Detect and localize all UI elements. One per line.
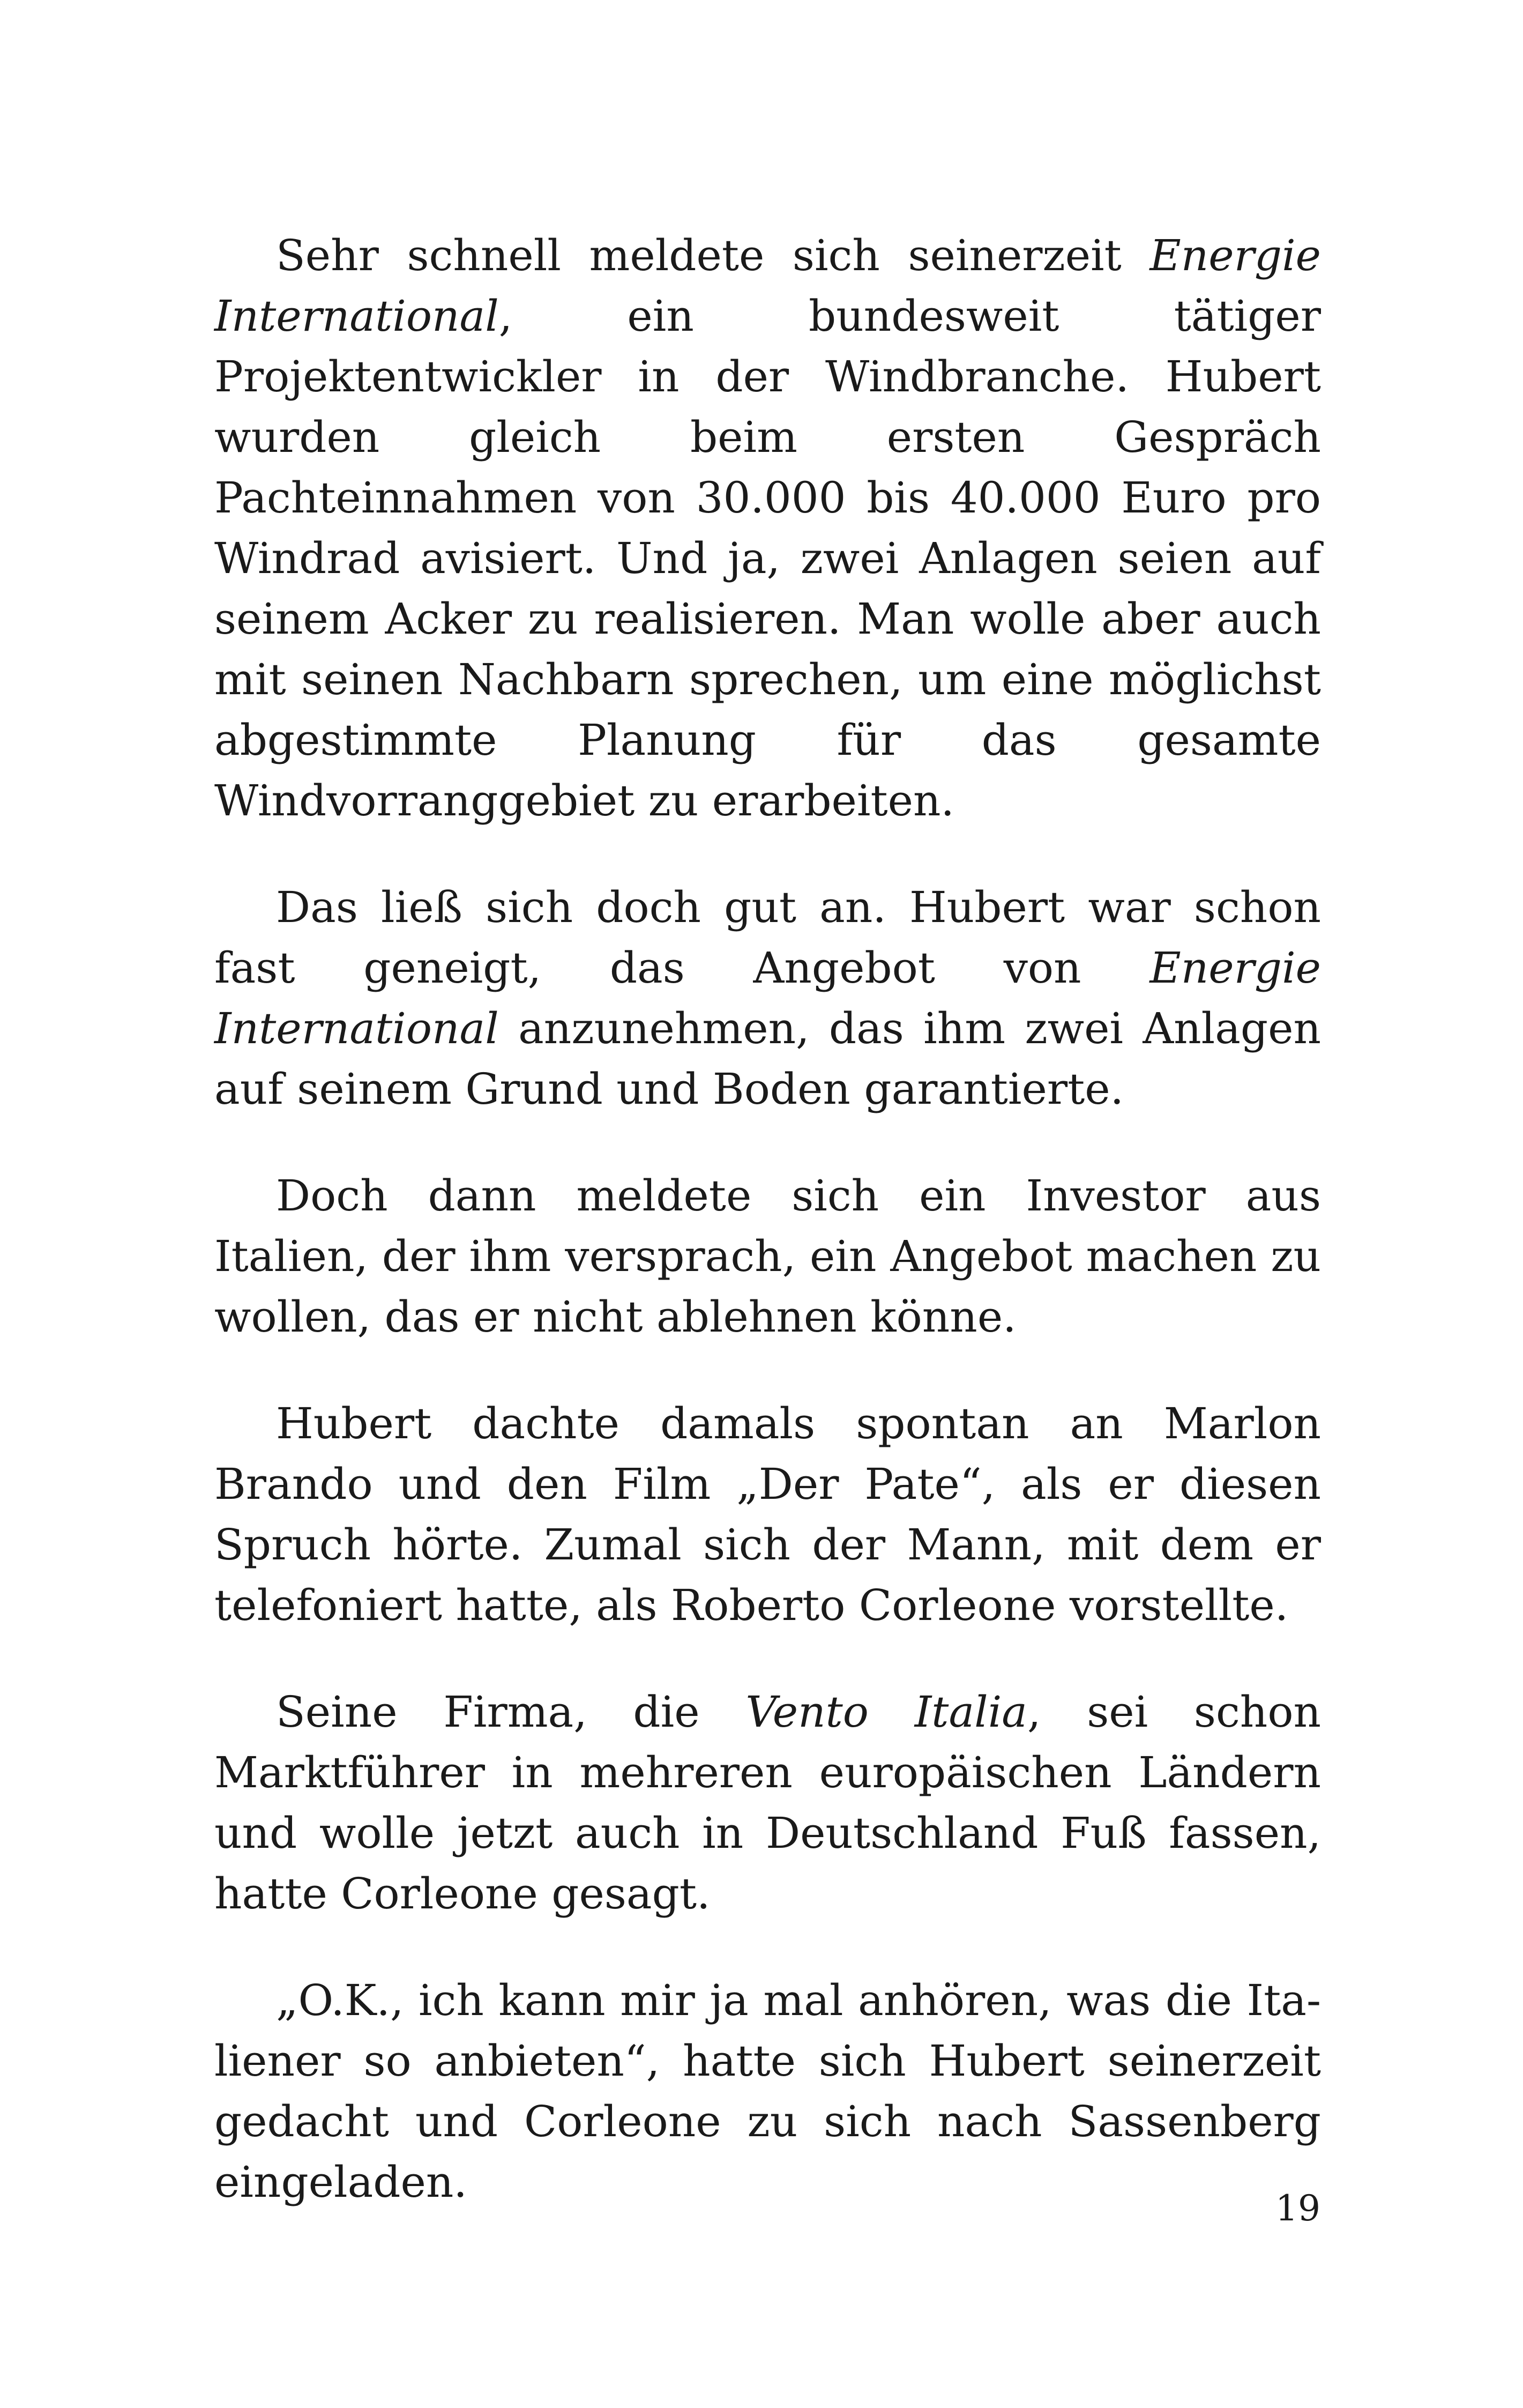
paragraph-6 bbox=[214, 1970, 1321, 2212]
paragraph-5-italic-company: Vento Italia bbox=[745, 1687, 1028, 1737]
paragraph-5 bbox=[214, 1682, 1321, 1924]
paragraph-5-text-1: Seine Firma, die bbox=[276, 1687, 746, 1737]
paragraph-6-text-1: „O.K., ich kann mir ja mal anhören, was die Italiener so anbieten“, hatte sich Hubert seinerzeit gedacht und Corleone zu sich nach Sassenberg eingeladen. bbox=[214, 1975, 1321, 2207]
page-number: 19 bbox=[1275, 2188, 1320, 2229]
paragraph-1-text-2: , ein bundesweit tätiger Projektentwickler in der Windbranche. Hubert wurden gleich beim ersten Gespräch Pachteinnahmen von 30.000 bis 40.000 Euro pro Windrad avisiert. Und ja, zwei Anlagen seien auf seinem Acker zu realisieren. Man wolle aber auch mit seinen Nachbarn sprechen, um eine möglichst abgestimmte Planung für das gesamte Windvorranggebiet zu erarbeiten. bbox=[214, 291, 1321, 826]
paragraph-3-text-1: Doch dann meldete sich ein Investor aus Italien, der ihm versprach, ein Angebot machen zu wollen, das er nicht ablehnen könne. bbox=[214, 1171, 1321, 1342]
paragraph-4 bbox=[214, 1393, 1321, 1636]
paragraph-1 bbox=[214, 225, 1321, 831]
paragraph-4-text-1: Hubert dachte damals spontan an Marlon Brando und den Film „Der Pate“, als er diesen Spruch hörte. Zumal sich der Mann, mit dem er telefoniert hatte, als Roberto Corleone vorstellte. bbox=[214, 1399, 1321, 1630]
paragraph-5-text-2: , sei schon Marktführer in mehreren europäischen Ländern und wolle jetzt auch in Deutschland Fuß fassen, hatte Corleone gesagt. bbox=[214, 1687, 1322, 1919]
paragraph-1-text-1: Sehr schnell meldete sich seinerzeit bbox=[276, 231, 1150, 280]
paragraph-1-italic-company: Energie International bbox=[214, 231, 1321, 341]
paragraph-3 bbox=[214, 1165, 1321, 1347]
body-text bbox=[214, 225, 1321, 2258]
paragraph-2-text-1: Das ließ sich doch gut an. Hubert war schon fast geneigt, das Angebot von bbox=[214, 882, 1321, 993]
paragraph-2 bbox=[214, 877, 1321, 1119]
paragraph-2-text-2: anzunehmen, das ihm zwei Anlagen auf seinem Grund und Boden garantierte. bbox=[214, 1004, 1321, 1114]
paragraph-2-italic-company: Energie International bbox=[214, 943, 1321, 1053]
